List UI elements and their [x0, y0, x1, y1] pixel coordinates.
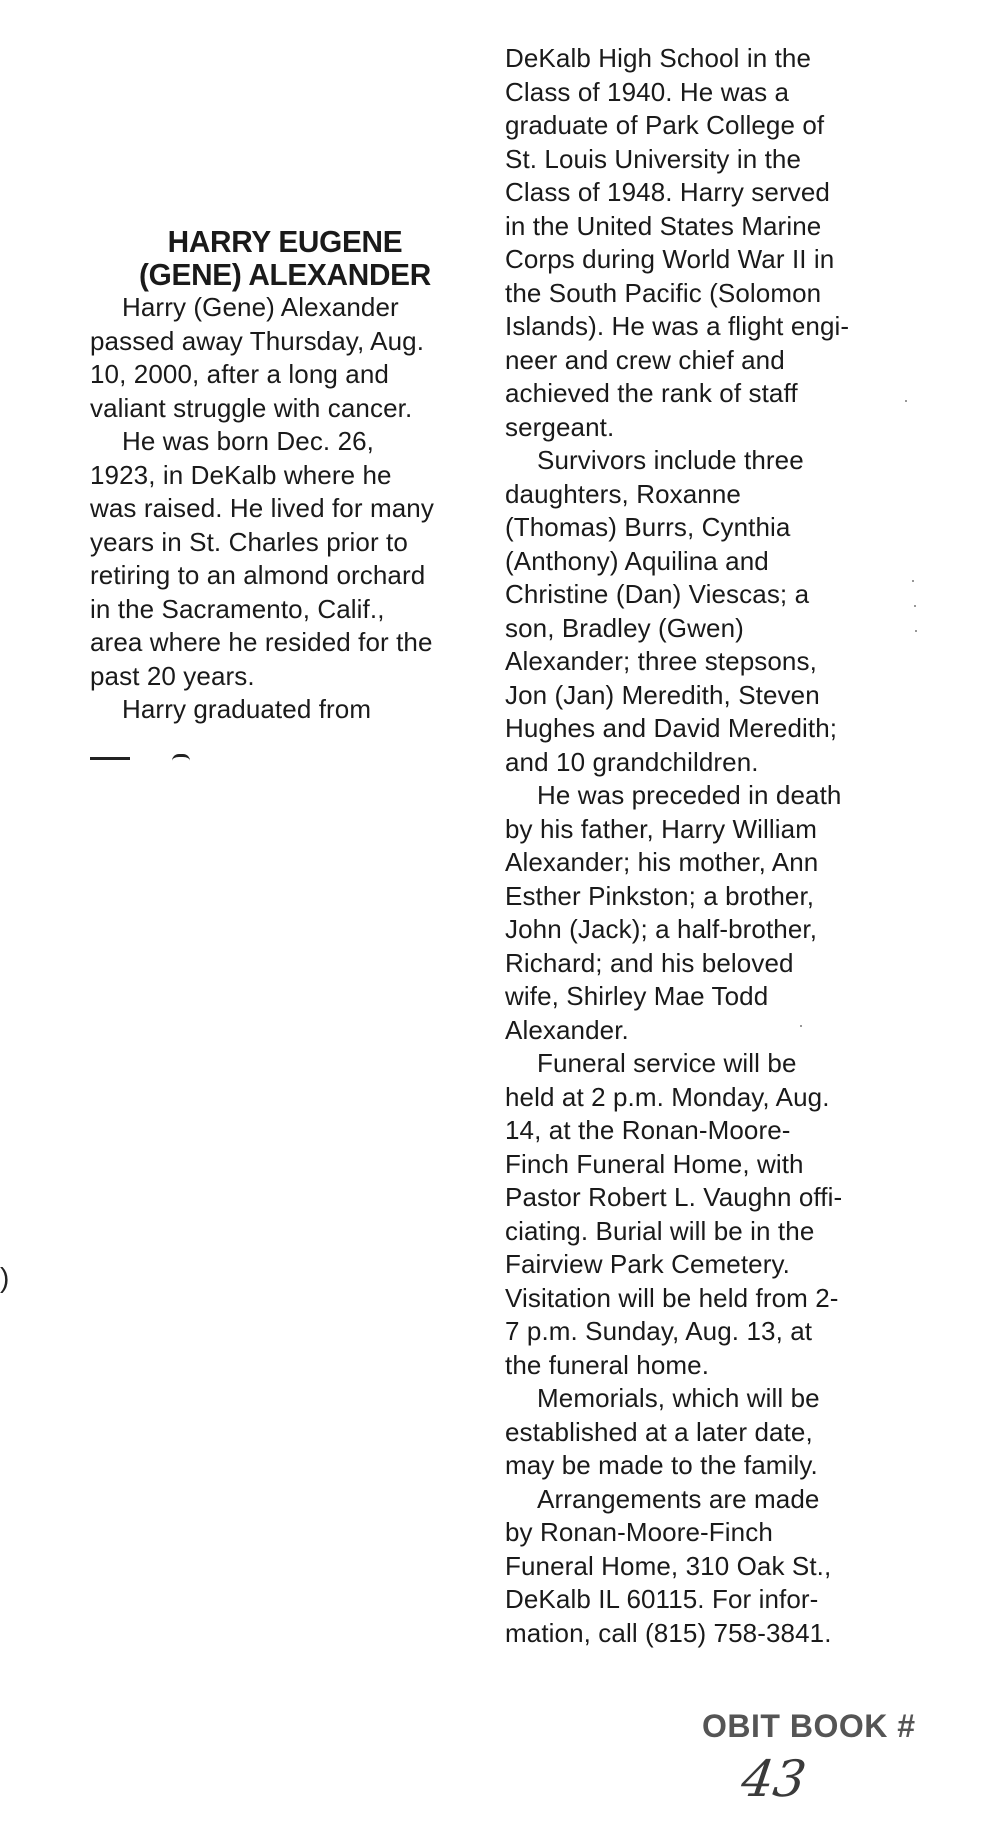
obituary-text-line: years in St. Charles prior to [90, 526, 408, 557]
obituary-text-line: and 10 grandchildren. [505, 746, 759, 777]
margin-mark: ) [0, 1262, 10, 1293]
obituary-text-line: Alexander; his mother, Ann [505, 847, 819, 877]
obituary-text-line: (Anthony) Aquilina and [505, 545, 769, 576]
obituary-text-line: Christine (Dan) Viescas; a [505, 579, 810, 609]
obituary-text-line: in the United States Marine [505, 210, 822, 241]
clipping-edge-mark-2 [172, 754, 190, 761]
obituary-text-line: Pastor Robert L. Vaughn offi- [505, 1182, 843, 1212]
obituary-text-line: Fairview Park Cemetery. [505, 1249, 790, 1279]
obituary-text-line: by Ronan-Moore-Finch [505, 1517, 773, 1547]
handwritten-book-number: 43 [737, 1750, 810, 1808]
obituary-text-line: may be made to the family. [505, 1450, 818, 1480]
obituary-text-line: He was born Dec. 26, [122, 426, 375, 456]
obituary-text-line: son, Bradley (Gwen) [505, 612, 744, 643]
obituary-text-line: Jon (Jan) Meredith, Steven [505, 679, 820, 710]
obituary-text-line: mation, call (815) 758-3841. [505, 1617, 832, 1648]
scan-speck [914, 605, 916, 607]
obituary-text-line: Finch Funeral Home, with [505, 1148, 804, 1179]
obituary-text-line: Funeral Home, 310 Oak St., [505, 1550, 832, 1581]
obituary-text-line: the South Pacific (Solomon [505, 277, 822, 308]
obituary-text-line: sergeant. [505, 411, 615, 442]
obituary-text-line: passed away Thursday, Aug. [90, 325, 425, 356]
obituary-text-line: Harry (Gene) Alexander [122, 292, 399, 322]
obituary-right-column [505, 42, 945, 1650]
obituary-text-line: Hughes and David Meredith; [505, 713, 838, 743]
obituary-left-column [90, 225, 480, 727]
obituary-text-line: Survivors include three [537, 445, 804, 475]
obituary-text-line: Funeral service will be [537, 1048, 797, 1078]
obituary-text-line: DeKalb High School in the [505, 43, 812, 73]
obituary-text-line: Memorials, which will be [537, 1383, 820, 1413]
scan-speck [800, 1025, 802, 1027]
obituary-text-line: St. Louis University in the [505, 143, 802, 174]
clipping-edge-mark [90, 757, 130, 760]
obituary-text-line: 1923, in DeKalb where he [90, 459, 392, 490]
obituary-text-line: John (Jack); a half-brother, [505, 914, 818, 944]
obituary-text-line: ciating. Burial will be in the [505, 1215, 815, 1246]
obituary-text-line: (Thomas) Burrs, Cynthia [505, 512, 791, 542]
obituary-left-body [90, 291, 480, 727]
obituary-text-line: valiant struggle with cancer. [90, 392, 413, 423]
obituary-text-line: Class of 1940. He was a [505, 76, 790, 107]
obituary-text-line: neer and crew chief and [505, 344, 785, 375]
scan-speck [905, 400, 907, 402]
obituary-text-line: 14, at the Ronan-Moore- [505, 1115, 791, 1145]
obituary-text-line: Harry graduated from [122, 694, 372, 724]
obituary-text-line: wife, Shirley Mae Todd [505, 981, 769, 1011]
obituary-text-line: Richard; and his beloved [505, 947, 794, 978]
obituary-text-line: retiring to an almond orchard [90, 560, 426, 590]
obituary-headline-line-2: (GENE) ALEXANDER [139, 257, 431, 292]
obituary-text-line: held at 2 p.m. Monday, Aug. [505, 1081, 830, 1112]
obituary-text-line: 10, 2000, after a long and [90, 359, 389, 389]
obituary-headline-line-1: HARRY EUGENE [167, 224, 403, 259]
obituary-text-line: past 20 years. [90, 660, 255, 691]
obituary-text-line: Alexander; three stepsons, [505, 646, 817, 676]
obituary-text-line: in the Sacramento, Calif., [90, 593, 385, 624]
obituary-text-line: He was preceded in death [537, 780, 842, 810]
obituary-text-line: DeKalb IL 60115. For infor- [505, 1584, 819, 1614]
obituary-text-line: Corps during World War II in [505, 244, 835, 274]
obit-book-stamp: OBIT BOOK # [702, 1708, 916, 1744]
scan-speck [912, 580, 914, 582]
obituary-text-line: Class of 1948. Harry served [505, 177, 830, 207]
obituary-text-line: Esther Pinkston; a brother, [505, 880, 815, 911]
obituary-text-line: Alexander. [505, 1014, 629, 1045]
obituary-text-line: graduate of Park College of [505, 110, 825, 140]
obituary-text-line: was raised. He lived for many [90, 493, 434, 523]
obituary-text-line: daughters, Roxanne [505, 478, 741, 509]
obituary-text-line: Islands). He was a flight engi- [505, 311, 850, 341]
obituary-text-line: area where he resided for the [90, 627, 433, 657]
obituary-text-line: Arrangements are made [537, 1483, 820, 1514]
obituary-right-body [505, 42, 945, 1650]
obituary-text-line: 7 p.m. Sunday, Aug. 13, at [505, 1316, 813, 1346]
obituary-text-line: the funeral home. [505, 1349, 710, 1380]
obituary-text-line: Visitation will be held from 2- [505, 1282, 839, 1313]
obituary-text-line: achieved the rank of staff [505, 378, 798, 408]
obituary-text-line: by his father, Harry William [505, 813, 817, 844]
scan-speck [915, 630, 917, 632]
obituary-text-line: established at a later date, [505, 1416, 813, 1447]
